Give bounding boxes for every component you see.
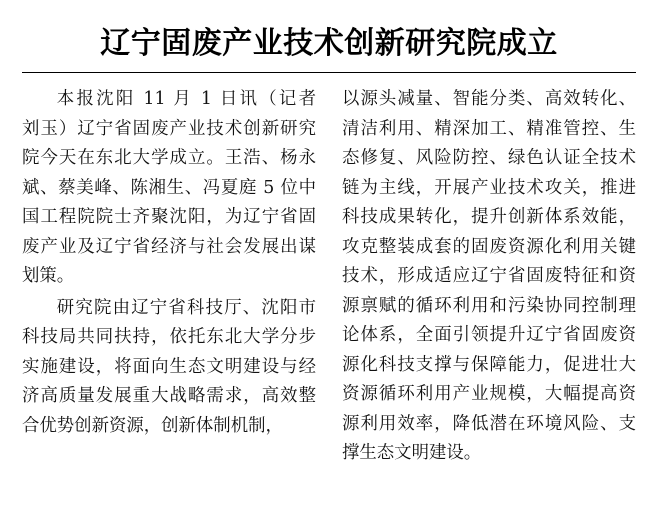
article-column-left — [22, 85, 334, 441]
article-column-right — [342, 85, 636, 469]
paragraph: 本报沈阳 11 月 1 日讯（记者 刘玉）辽宁省固废产业技术创新研究院今天在东北大学成立。王浩、杨永斌、蔡美峰、陈湘生、冯夏庭 5 位中国工程院院士齐聚沈阳，为辽宁省固废产业及辽宁省经济与社会发展出谋划策。 — [22, 89, 334, 286]
article-columns — [22, 85, 636, 469]
paragraph: 以源头减量、智能分类、高效转化、清洁利用、精深加工、精准管控、生态修复、风险防控、绿色认证全技术链为主线，开展产业技术攻关，推进科技成果转化，提升创新体系效能，攻克整装成套的固废资源化利用关键技术，形成适应辽宁省固废特征和资源禀赋的循环利用和污染协同控制理论体系，全面引领提升辽宁省固废资源化科技支撑与保障能力，促进壮大资源循环利用产业规模，大幅提高资源利用效率，降低潜在环境风险、支撑生态文明建设。 — [342, 89, 636, 463]
headline-divider — [22, 72, 636, 73]
article-headline: 辽宁固废产业技术创新研究院成立 — [100, 26, 558, 61]
paragraph: 研究院由辽宁省科技厅、沈阳市科技局共同扶持，依托东北大学分步实施建设，将面向生态文明建设与经济高质量发展重大战略需求，高效整合优势创新资源，创新体制机制， — [22, 297, 316, 436]
